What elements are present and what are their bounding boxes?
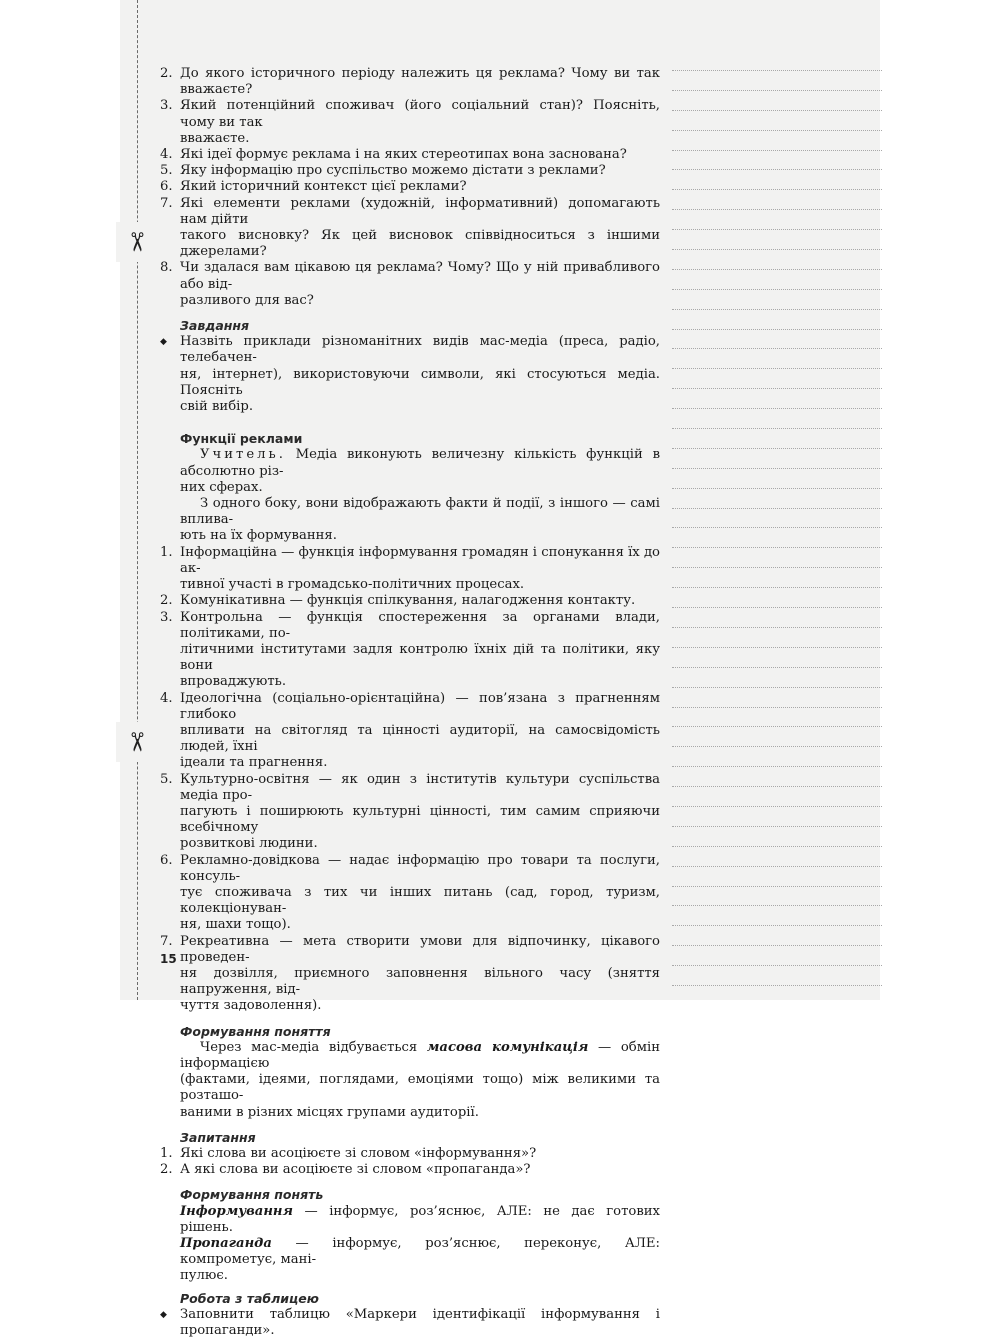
definition-propaganda: Пропаганда — інформує, роз’яснює, переконує, АЛЕ: компрометує, мані- пулює. <box>180 1236 660 1284</box>
term-mass-communication: масова комунікація <box>426 1039 589 1055</box>
cut-line <box>137 0 138 1000</box>
note-line <box>672 249 882 250</box>
note-line <box>672 766 882 767</box>
note-line <box>672 647 882 648</box>
speaker-label: Учитель. <box>200 447 286 463</box>
note-line <box>672 70 882 71</box>
note-line <box>672 388 882 389</box>
list-item: 2. Комунікативна — функція спілкування, налагодження контакту. <box>160 593 636 609</box>
list-item: 1. Інформаційна — функція інформування громадян і спонукання їх до ак- тивної участі в громадсько-політичних процесах. <box>160 544 660 593</box>
note-line <box>672 945 882 946</box>
list-item: 3. Контрольна — функція спостереження за органами влади, політиками, по- літичними інститутами задля контролю їхніх дій та політики, яку вони впроваджують. <box>160 609 660 690</box>
definition-informing: Інформування — інформує, роз’яснює, АЛЕ: не дає готових рішень. <box>180 1203 660 1235</box>
note-line <box>672 726 882 727</box>
list-item: 4. Ідеологічна (соціально-орієнтаційна) — пов’язана з прагненням глибоко впливати на світогляд та цінності аудиторії, на самосвідомість людей, їхні ідеали та прагнення. <box>160 690 660 771</box>
note-line <box>672 428 882 429</box>
note-line <box>672 607 882 608</box>
diamond-bullet-icon: ◆ <box>160 1309 167 1320</box>
list-item: 2. До якого історичного періоду належить ця реклама? Чому ви так вважаєте? <box>160 66 660 98</box>
concept-paragraph: Через мас-медіа відбувається масова комунікація — обмін інформацією (фактами, ідеями, поглядами, емоціями тощо) між великими та розташо- ваними в різних місцях групами аудиторії. <box>180 1039 660 1120</box>
note-line <box>672 866 882 867</box>
note-line <box>672 527 882 528</box>
list-item: 5. Яку інформацію про суспільство можемо дістати з реклами? <box>160 163 606 179</box>
table-work-heading: Робота з таблицею <box>180 1290 319 1306</box>
note-line <box>672 90 882 91</box>
note-line <box>672 110 882 111</box>
functions-list <box>160 545 660 1015</box>
note-line <box>672 169 882 170</box>
note-line <box>672 905 882 906</box>
note-line <box>672 329 882 330</box>
list-item: 7. Рекреативна — мета створити умови для відпочинку, цікавого проведен- ня дозвілля, приємного заповнення вільного часу (зняття напруження, від- чуття задоволення). <box>160 933 660 1014</box>
note-line <box>672 150 882 151</box>
note-line <box>672 468 882 469</box>
note-line <box>672 348 882 349</box>
note-line <box>672 130 882 131</box>
note-line <box>672 567 882 568</box>
note-line <box>672 925 882 926</box>
note-line <box>672 229 882 230</box>
concept-heading: Формування поняття <box>180 1023 331 1039</box>
question-list <box>160 66 660 309</box>
list-item: 7. Які елементи реклами (художній, інформативний) допомагають нам дійти такого висновку? Як цей висновок співвідноситься з іншими джерелами? <box>160 195 660 260</box>
page-number: 15 <box>160 952 177 966</box>
note-line <box>672 408 882 409</box>
scissors-icon: ✂ <box>116 722 156 762</box>
list-item: 3. Який потенційний споживач (його соціальний стан)? Поясніть, чому ви так вважаєте. <box>160 98 660 146</box>
note-line <box>672 746 882 747</box>
note-line <box>672 547 882 548</box>
task-heading: Завдання <box>180 318 250 334</box>
note-line <box>672 209 882 210</box>
list-item: 2. А які слова ви асоціюєте зі словом «пропаганда»? <box>160 1162 531 1178</box>
list-item: 1. Які слова ви асоціюєте зі словом «інформування»? <box>160 1146 537 1161</box>
note-line <box>672 786 882 787</box>
note-line <box>672 965 882 966</box>
note-line <box>672 846 882 847</box>
note-line <box>672 627 882 628</box>
note-line <box>672 508 882 509</box>
table-work-bullet: ◆ Заповнити таблицю «Маркери ідентифікації інформування і пропаганди». <box>160 1306 660 1339</box>
scissors-icon: ✂ <box>116 222 156 262</box>
note-line <box>672 368 882 369</box>
intro-paragraph: З одного боку, вони відображають факти й події, з іншого — самі вплива- ють на їх формування. <box>180 496 660 544</box>
list-item: 4. Які ідеї формує реклама і на яких стереотипах вона заснована? <box>160 147 627 163</box>
list-item: 6. Який історичний контекст цієї реклами? <box>160 179 467 195</box>
functions-heading: Функції реклами <box>180 431 303 447</box>
note-line <box>672 886 882 887</box>
note-line <box>672 985 882 986</box>
note-line <box>672 687 882 688</box>
notes-lines <box>672 70 882 1005</box>
note-line <box>672 289 882 290</box>
list-item: 8. Чи здалася вам цікавою ця реклама? Чому? Що у ній привабливого або від- разливого для вас? <box>160 260 660 308</box>
note-line <box>672 707 882 708</box>
questions-heading: Запитання <box>180 1129 256 1145</box>
diamond-bullet-icon: ◆ <box>160 337 167 348</box>
teacher-intro: Учитель. Медіа виконують величезну кількість функцій в абсолютно різ- них сферах. <box>180 447 660 495</box>
note-line <box>672 488 882 489</box>
list-item: 5. Культурно-освітня — як один з інститутів культури суспільства медіа про- пагують і поширюють культурні цінності, тим самим сприяючи всебічному розвиткові людини. <box>160 771 660 852</box>
note-line <box>672 269 882 270</box>
main-content <box>160 66 660 1339</box>
task-bullet: ◆ Назвіть приклади різноманітних видів мас-медіа (преса, радіо, телебачен- ня, інтернет), використовуючи символи, які стосуються медіа. Поясніть свій вибір. <box>160 334 660 415</box>
note-line <box>672 448 882 449</box>
note-line <box>672 189 882 190</box>
note-line <box>672 826 882 827</box>
note-line <box>672 309 882 310</box>
note-line <box>672 806 882 807</box>
list-item: 6. Рекламно-довідкова — надає інформацію про товари та послуги, консуль- тує споживача з тих чи інших питань (сад, город, туризм, колекціонуван- ня, шахи тощо). <box>160 852 660 933</box>
concepts-heading: Формування понять <box>180 1187 324 1203</box>
note-line <box>672 587 882 588</box>
note-line <box>672 667 882 668</box>
